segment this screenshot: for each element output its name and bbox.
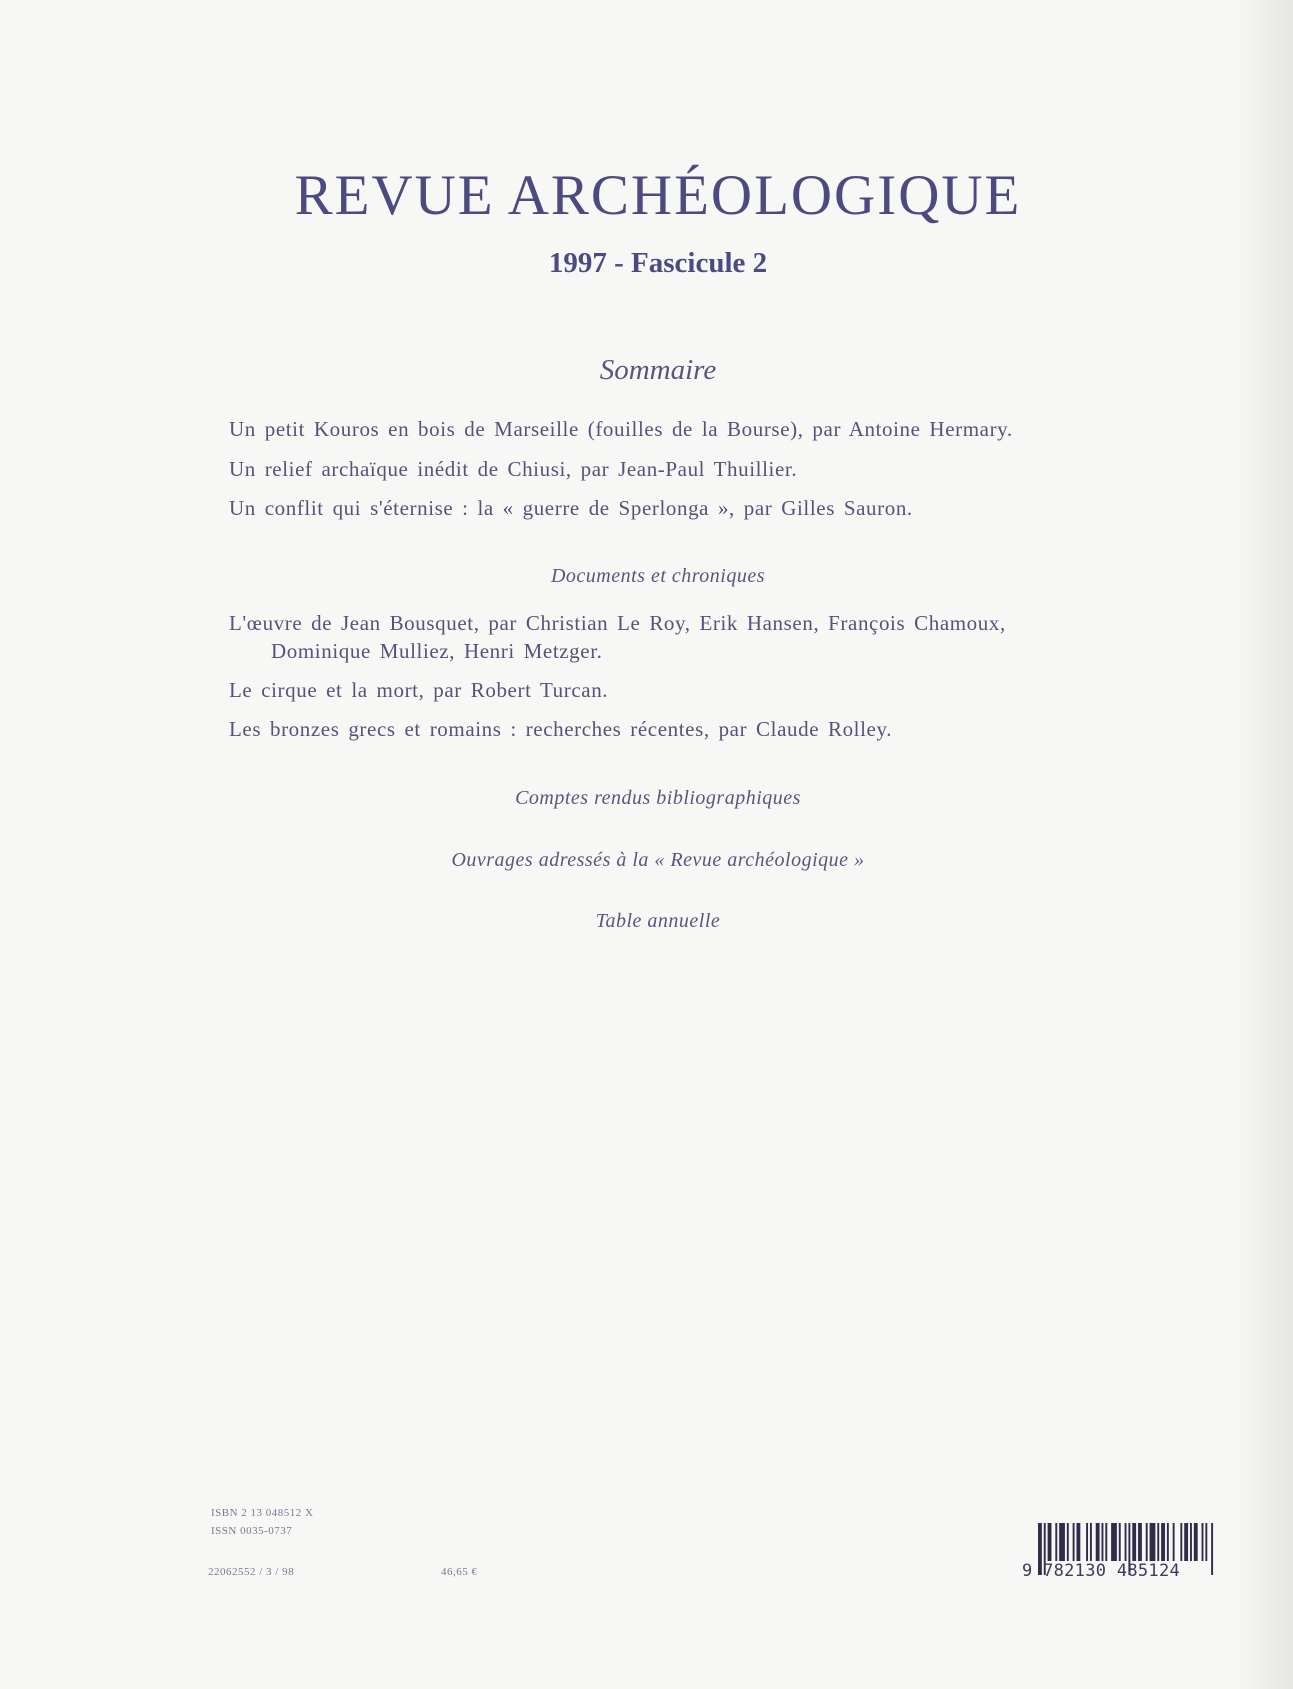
barcode-digits: 9 782130 485124 xyxy=(1022,1561,1181,1581)
barcode-bar xyxy=(1101,1523,1103,1561)
documents-heading: Documents et chroniques xyxy=(550,565,766,587)
comptes-rendus-heading: Comptes rendus bibliographiques xyxy=(515,787,801,809)
sommaire-heading: Sommaire xyxy=(599,354,717,386)
barcode-bar xyxy=(1111,1523,1117,1561)
barcode-bar xyxy=(1157,1523,1159,1561)
document-entry-1-line-2: Dominique Mulliez, Henri Metzger. xyxy=(271,639,603,663)
barcode-bar xyxy=(1167,1523,1169,1561)
barcode-bar xyxy=(1086,1523,1088,1561)
barcode-bar xyxy=(1055,1523,1057,1561)
barcode-bar xyxy=(1202,1523,1204,1561)
barcode-bar xyxy=(1125,1523,1127,1561)
document-entry-2: Le cirque et la mort, par Robert Turcan. xyxy=(229,678,609,702)
document-entry-3: Les bronzes grecs et romains : recherches récentes, par Claude Rolley. xyxy=(229,717,893,741)
catalog-code: 22062552 / 3 / 98 xyxy=(208,1566,295,1578)
issn-label: ISSN 0035-0737 xyxy=(211,1525,293,1537)
barcode-bar xyxy=(1194,1523,1198,1561)
barcode-bar xyxy=(1180,1523,1182,1561)
document-entry-1 xyxy=(229,609,1099,665)
journal-title: REVUE ARCHÉOLOGIQUE xyxy=(294,164,1022,227)
barcode-bar xyxy=(1048,1523,1052,1561)
isbn-label: ISBN 2 13 048512 X xyxy=(211,1507,314,1519)
barcode-bar xyxy=(1146,1523,1148,1561)
barcode-bar xyxy=(1059,1523,1065,1561)
barcode-bar xyxy=(1150,1523,1156,1561)
article-entry-2: Un relief archaïque inédit de Chiusi, par Jean-Paul Thuillier. xyxy=(229,457,798,481)
barcode-bar xyxy=(1096,1523,1100,1561)
barcode-bar xyxy=(1184,1523,1188,1561)
table-annuelle-heading: Table annuelle xyxy=(595,910,721,932)
barcode-bar xyxy=(1119,1523,1121,1561)
barcode-bar xyxy=(1205,1523,1207,1561)
barcode-bar xyxy=(1161,1523,1165,1561)
article-entry-3: Un conflit qui s'éternise : la « guerre de Sperlonga », par Gilles Sauron. xyxy=(229,496,913,520)
barcode-bar xyxy=(1105,1523,1107,1561)
barcode-bar xyxy=(1132,1523,1136,1561)
article-entry-1: Un petit Kouros en bois de Marseille (fouilles de la Bourse), par Antoine Hermary. xyxy=(229,417,1013,441)
barcode-bar xyxy=(1173,1523,1175,1561)
barcode-bar xyxy=(1067,1523,1069,1561)
barcode-bar xyxy=(1073,1523,1075,1561)
barcode-bar xyxy=(1190,1523,1192,1561)
ouvrages-heading: Ouvrages adressés à la « Revue archéologique » xyxy=(451,849,865,871)
document-entry-1-line-1: L'œuvre de Jean Bousquet, par Christian Le Roy, Erik Hansen, François Chamoux, xyxy=(229,611,1006,635)
barcode-bar xyxy=(1076,1523,1080,1561)
barcode-bar xyxy=(1090,1523,1092,1561)
issue-label: 1997 - Fascicule 2 xyxy=(548,247,768,279)
price-label: 46,65 € xyxy=(441,1566,478,1578)
barcode-bar xyxy=(1138,1523,1142,1561)
